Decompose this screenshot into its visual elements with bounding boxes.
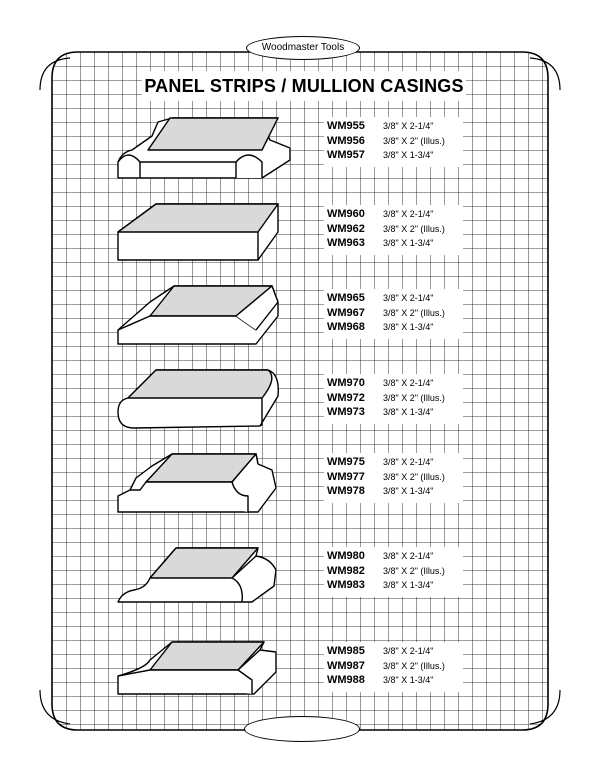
spec-group — [324, 453, 463, 503]
part-number: WM956 — [327, 134, 365, 147]
spec-row — [327, 208, 463, 223]
spec-row — [327, 149, 463, 164]
part-number: WM975 — [327, 456, 365, 468]
part-number: WM983 — [327, 579, 365, 591]
profile-round-edge — [118, 370, 278, 428]
spec-row — [327, 321, 463, 336]
part-number: WM980 — [327, 550, 365, 562]
part-number: WM987 — [327, 659, 365, 672]
part-number: WM982 — [327, 564, 365, 577]
part-number: WM973 — [327, 406, 365, 418]
part-size: 3/8" X 2-1/4" — [383, 551, 434, 561]
spec-group — [324, 205, 463, 255]
spec-row — [327, 660, 463, 675]
spec-group — [324, 374, 463, 424]
part-number: WM978 — [327, 485, 365, 497]
spec-row — [327, 377, 463, 392]
part-size: 3/8" X 1-3/4" — [383, 322, 434, 332]
part-number: WM970 — [327, 377, 365, 389]
part-size: 3/8" X 2" (Illus.) — [383, 223, 445, 234]
part-size: 3/8" X 2-1/4" — [383, 209, 434, 219]
part-number: WM988 — [327, 674, 365, 686]
spec-row — [327, 579, 463, 594]
profile-double-bead — [118, 118, 290, 178]
spec-group — [324, 117, 463, 167]
part-size: 3/8" X 1-3/4" — [383, 675, 434, 685]
profile-cove-edge — [118, 642, 276, 694]
part-size: 3/8" X 1-3/4" — [383, 580, 434, 590]
spec-row — [327, 485, 463, 500]
part-number: WM955 — [327, 120, 365, 132]
spec-row — [327, 237, 463, 252]
profile-ogee-edge — [118, 548, 276, 602]
part-size: 3/8" X 1-3/4" — [383, 238, 434, 248]
part-size: 3/8" X 2-1/4" — [383, 293, 434, 303]
part-number: WM962 — [327, 222, 365, 235]
spec-row — [327, 565, 463, 580]
spec-row — [327, 471, 463, 486]
spec-group — [324, 547, 463, 597]
part-number: WM965 — [327, 292, 365, 304]
part-size: 3/8" X 2-1/4" — [383, 378, 434, 388]
page-title: PANEL STRIPS / MULLION CASINGS — [142, 71, 466, 101]
part-size: 3/8" X 2-1/4" — [383, 457, 434, 467]
part-size: 3/8" X 2" (Illus.) — [383, 565, 445, 576]
profile-bevel-edge — [118, 286, 278, 344]
spec-row — [327, 120, 463, 135]
part-size: 3/8" X 2" (Illus.) — [383, 135, 445, 146]
spec-row — [327, 135, 463, 150]
brand-oval: Woodmaster Tools — [246, 36, 360, 60]
spec-group — [324, 642, 463, 692]
part-size: 3/8" X 1-3/4" — [383, 150, 434, 160]
part-size: 3/8" X 2" (Illus.) — [383, 307, 445, 318]
spec-row — [327, 550, 463, 565]
part-number: WM972 — [327, 391, 365, 404]
part-size: 3/8" X 2" (Illus.) — [383, 471, 445, 482]
spec-row — [327, 674, 463, 689]
part-size: 3/8" X 2" (Illus.) — [383, 660, 445, 671]
part-size: 3/8" X 2-1/4" — [383, 646, 434, 656]
part-number: WM960 — [327, 208, 365, 220]
spec-row — [327, 645, 463, 660]
profile-square-edge — [118, 204, 278, 260]
spec-row — [327, 307, 463, 322]
part-size: 3/8" X 2-1/4" — [383, 121, 434, 131]
part-number: WM957 — [327, 149, 365, 161]
spec-row — [327, 392, 463, 407]
part-size: 3/8" X 1-3/4" — [383, 407, 434, 417]
spec-group — [324, 289, 463, 339]
part-number: WM967 — [327, 306, 365, 319]
part-size: 3/8" X 1-3/4" — [383, 486, 434, 496]
part-number: WM985 — [327, 645, 365, 657]
spec-row — [327, 406, 463, 421]
part-number: WM968 — [327, 321, 365, 333]
profile-stepped-cove — [118, 454, 276, 512]
part-size: 3/8" X 2" (Illus.) — [383, 392, 445, 403]
spec-row — [327, 223, 463, 238]
spec-row — [327, 456, 463, 471]
spec-row — [327, 292, 463, 307]
part-number: WM963 — [327, 237, 365, 249]
part-number: WM977 — [327, 470, 365, 483]
